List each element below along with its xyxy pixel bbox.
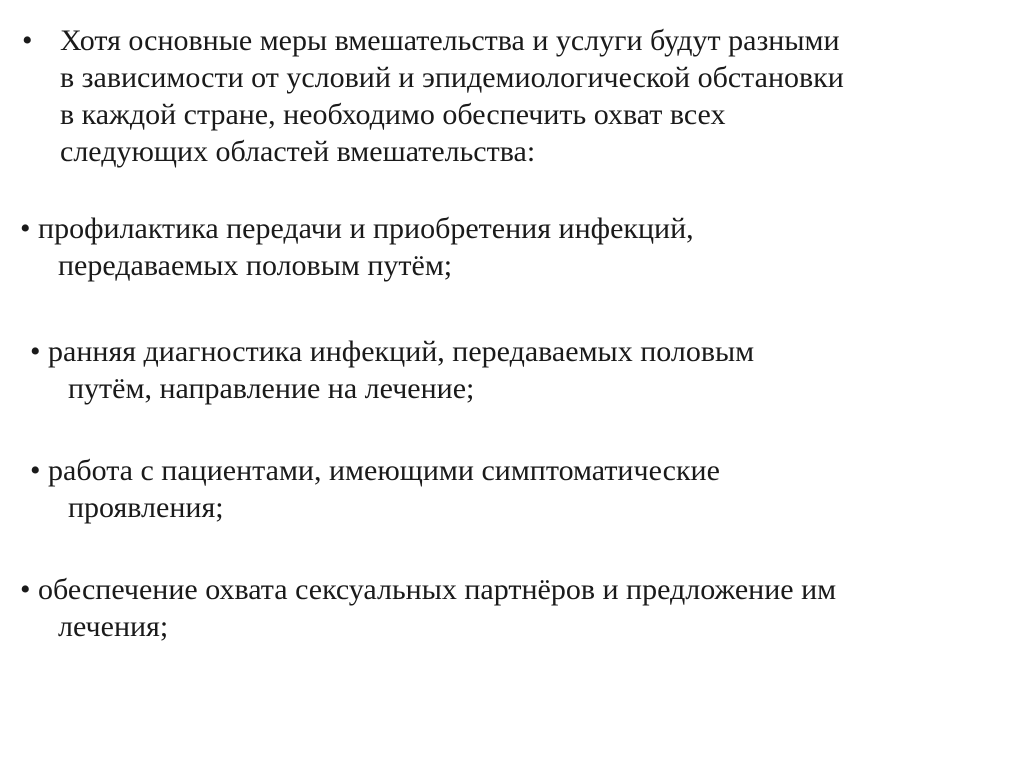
list-item-prevention (20, 210, 1010, 284)
list-item-diagnostics (30, 333, 1010, 407)
list-item-first-line (30, 333, 1010, 370)
list-item-first-line (20, 571, 1010, 608)
list-item-text: обеспечение охвата сексуальных партнёров и предложение им (38, 573, 837, 606)
bullet-marker: • (30, 454, 41, 487)
list-item-text: профилактика передачи и приобретения инфекций, (38, 212, 694, 245)
list-item-continuation: лечения; (58, 610, 169, 643)
bullet-marker: • (20, 212, 31, 245)
list-item-symptomatic-patients (30, 452, 1010, 526)
list-item-continuation: путём, направление на лечение; (68, 372, 475, 405)
list-item-text: ранняя диагностика инфекций, передаваемых половым (48, 335, 755, 368)
list-item-text: работа с пациентами, имеющими симптоматические (48, 454, 720, 487)
list-item-partner-coverage (20, 571, 1010, 645)
list-item-first-line (20, 210, 1010, 247)
bullet-marker: • (22, 24, 33, 57)
intro-bullet-item (22, 22, 1012, 170)
bullet-marker: • (20, 573, 31, 606)
list-item-continuation: передаваемых половым путём; (58, 249, 453, 282)
bullet-marker: • (30, 335, 41, 368)
list-item-first-line (30, 452, 1010, 489)
list-item-continuation: проявления; (68, 491, 224, 524)
intro-text: Хотя основные меры вмешательства и услуги будут разными в зависимости от условий и эпидемиологической обстановки в каждой стране, необходимо обеспечить охват всех следующих областей вмешательства: (60, 24, 844, 168)
